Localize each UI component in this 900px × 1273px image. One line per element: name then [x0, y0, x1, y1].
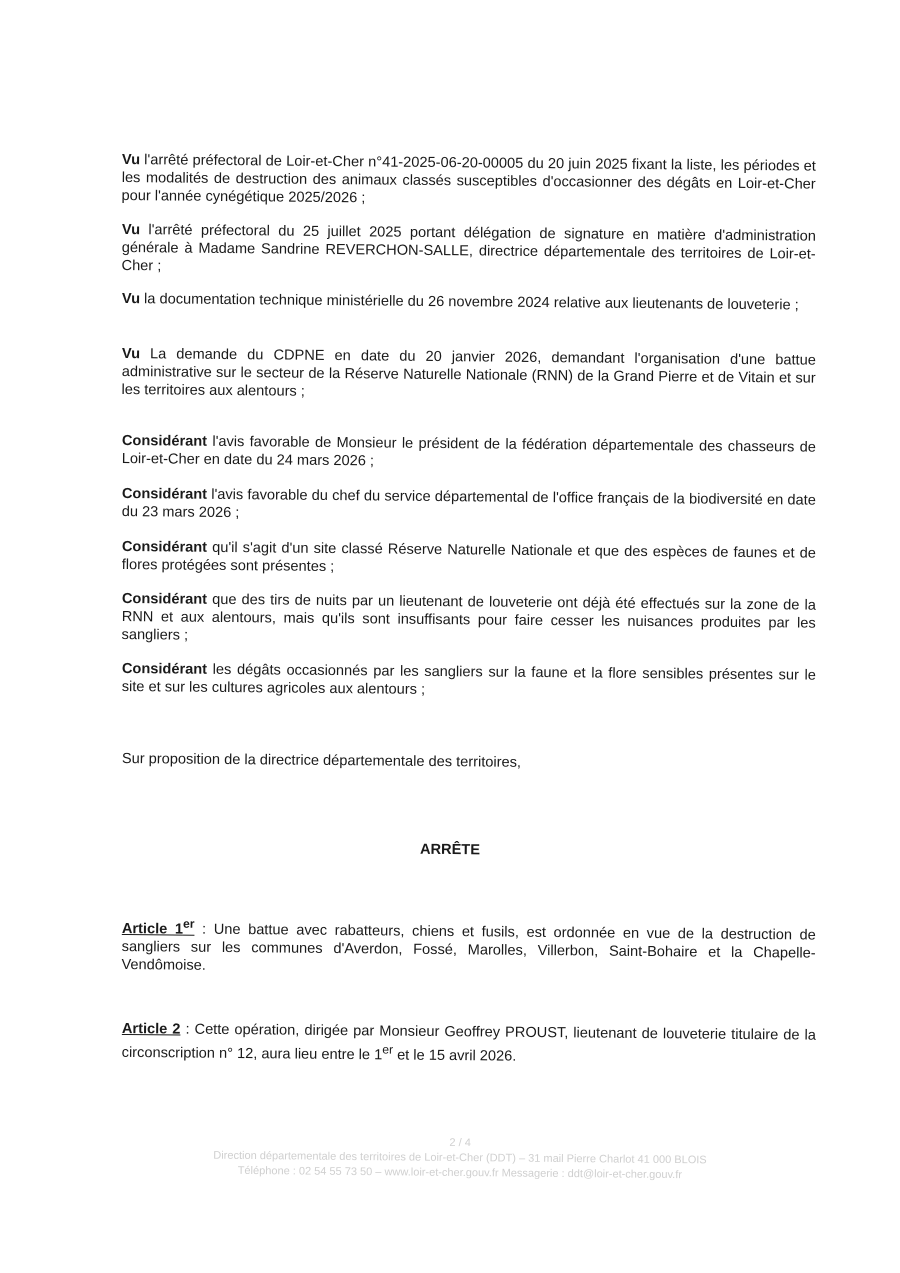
paragraph-text: la documentation technique ministérielle du 26 novembre 2024 relative aux lieutenants de louveterie ;: [144, 291, 799, 314]
article-text-end: et le 15 avril 2026.: [392, 1047, 517, 1065]
paragraph-keyword: Vu: [121, 345, 141, 363]
vu-paragraph: [121, 221, 815, 282]
footer-contact: Téléphone : 02 54 55 73 50 – www.loir-et-cher.gouv.fr Messagerie : ddt@loir-et-cher.gouv.fr: [237, 1164, 683, 1182]
vu-paragraph: [122, 290, 816, 315]
paragraph-text: les dégâts occasionnés par les sangliers sur la faune et la flore sensibles présentes sur le site et sur les cultures agricoles aux alentours ;: [121, 661, 816, 698]
article-1: [121, 914, 816, 981]
page-number: 2 / 4: [449, 1136, 471, 1150]
article-text: : Cette opération, dirigée par Monsieur Geoffrey PROUST, lieutenant de louveterie titulaire de la circonscription n° 12, aura lieu entre le 1: [121, 1021, 816, 1064]
paragraph-keyword: Vu: [121, 221, 141, 239]
considerant-paragraph: [121, 590, 815, 651]
considerant-paragraph: [122, 538, 816, 581]
paragraph-text: que des tirs de nuits par un lieutenant de louveterie ont déjà été effectués sur la zone de la RNN et aux alentours, mais qu'ils sont insuffisants pour faire cesser les nuisances produites par les sangliers ;: [121, 591, 816, 644]
vu-paragraph: [121, 345, 815, 406]
paragraph-keyword: Considérant: [121, 538, 208, 556]
paragraph-keyword: Vu: [121, 290, 141, 308]
decree-title: ARRÊTE: [419, 841, 481, 859]
paragraph-keyword: Considérant: [121, 590, 208, 608]
proposal-line: [122, 750, 816, 775]
considerant-paragraph: [122, 485, 816, 528]
article-label: Article 2: [121, 1020, 181, 1038]
vu-paragraph: [121, 151, 815, 212]
paragraph-keyword: Considérant: [121, 660, 208, 678]
article-text: : Une battue avec rabatteurs, chiens et fusils, est ordonnée en vue de la destruction de sangliers sur les communes d'Averdon, Fossé, Marolles, Villerbon, Saint-Bohaire et la Chapelle-Vendômoise.: [121, 921, 816, 974]
paragraph-text: qu'il s'agit d'un site classé Réserve Naturelle Nationale et que des espèces de faunes et de flores protégées sont présentes ;: [121, 539, 816, 576]
article-text-sup: er: [382, 1042, 394, 1057]
proposal-text: Sur proposition de la directrice départementale des territoires,: [121, 750, 522, 771]
paragraph-text: l'arrêté préfectoral du 25 juillet 2025 portant délégation de signature en matière d'administration générale à Madame Sandrine REVERCHON-SALLE, directrice départementale des territoires de Loir-et-Cher ;: [121, 222, 816, 275]
paragraph-keyword: Considérant: [121, 432, 208, 450]
page-footer: [0, 1132, 900, 1186]
paragraph-keyword: Vu: [121, 151, 141, 169]
footer-address: Direction départementale des territoires de Loir-et-Cher (DDT) – 31 mail Pierre Charlot 41 000 BLOIS: [213, 1149, 707, 1167]
paragraph-text: l'arrêté préfectoral de Loir-et-Cher n°41-2025-06-20-00005 du 20 juin 2025 fixant la liste, les périodes et les modalités de destruction des animaux classés susceptibles d'occasionner des dégâts en Loir-et-Cher pour l'année cynégétique 2025/2026 ;: [121, 152, 816, 207]
article-label: [121, 916, 195, 938]
paragraph-keyword: Considérant: [121, 485, 208, 503]
paragraph-text: La demande du CDPNE en date du 20 janvier 2026, demandant l'organisation d'une battue administrative sur le secteur de la Réserve Naturelle Nationale (RNN) de la Grand Pierre et de Vitain et sur les territoires aux alentours ;: [121, 346, 816, 400]
article-label-text: Article 1: [121, 920, 184, 938]
article-label-sup: er: [182, 916, 195, 931]
paragraph-text: l'avis favorable de Monsieur le président de la fédération départementale des chasseurs de Loir-et-Cher en date du 24 mars 2026 ;: [121, 433, 816, 470]
considerant-paragraph: [122, 660, 816, 703]
considerant-paragraph: [122, 432, 816, 475]
article-2: [122, 1020, 816, 1069]
paragraph-text: l'avis favorable du chef du service départemental de l'office français de la biodiversité en date du 23 mars 2026 ;: [121, 486, 816, 522]
